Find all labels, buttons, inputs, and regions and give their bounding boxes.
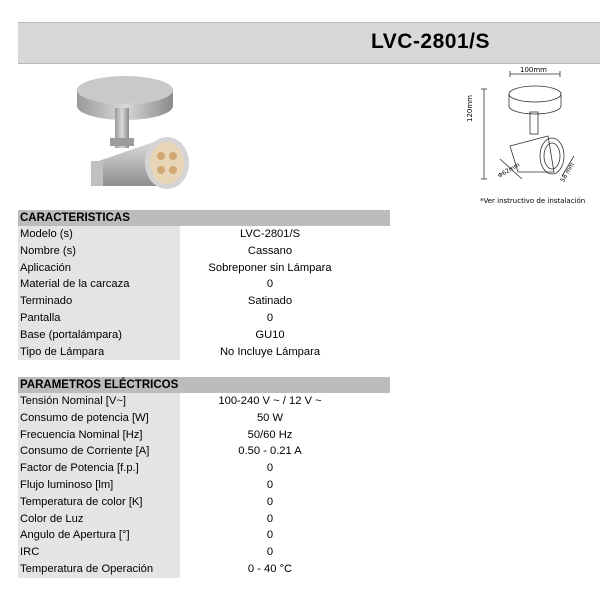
table-row [18, 293, 390, 310]
table-row [18, 410, 390, 427]
row-label: Temperatura de Operación [18, 561, 180, 578]
row-label: Aplicación [18, 260, 180, 277]
caracteristicas-section [18, 210, 390, 360]
dim-diameter-label: Φ62mm [496, 161, 522, 180]
row-label: Consumo de potencia [W] [18, 410, 180, 427]
row-value: 0 [180, 310, 390, 327]
table-row [18, 460, 390, 477]
row-value: Sobreponer sin Lámpara [180, 260, 390, 277]
table-row [18, 443, 390, 460]
row-value: Cassano [180, 243, 390, 260]
row-value: 0 [180, 527, 390, 544]
table-row [18, 393, 390, 410]
table-row [18, 243, 390, 260]
table-row [18, 327, 390, 344]
table-row [18, 226, 390, 243]
table-row [18, 494, 390, 511]
table-row [18, 344, 390, 361]
row-value: No Incluye Lámpara [180, 344, 390, 361]
title-bar [18, 22, 600, 64]
section-heading: CARACTERISTICAS [18, 210, 390, 226]
installation-note: *Ver instructivo de instalación [480, 197, 586, 205]
parametros-section [18, 377, 390, 578]
row-value: 0 [180, 477, 390, 494]
table-row [18, 427, 390, 444]
row-label: Flujo luminoso [lm] [18, 477, 180, 494]
table-row [18, 527, 390, 544]
row-label: Consumo de Corriente [A] [18, 443, 180, 460]
row-label: Frecuencia Nominal [Hz] [18, 427, 180, 444]
row-value: 0 [180, 460, 390, 477]
row-label: Color de Luz [18, 511, 180, 528]
row-label: IRC [18, 544, 180, 561]
row-value: 0 [180, 544, 390, 561]
row-label: Base (portalámpara) [18, 327, 180, 344]
row-label: Terminado [18, 293, 180, 310]
row-label: Angulo de Apertura [°] [18, 527, 180, 544]
row-label: Tensión Nominal [V~] [18, 393, 180, 410]
page-title: LVC-2801/S [371, 30, 490, 53]
row-label: Pantalla [18, 310, 180, 327]
row-value: Satinado [180, 293, 390, 310]
table-row [18, 477, 390, 494]
row-value: 50 W [180, 410, 390, 427]
row-value: 0 - 40 °C [180, 561, 390, 578]
row-label: Tipo de Lámpara [18, 344, 180, 361]
row-label: Temperatura de color [K] [18, 494, 180, 511]
table-row [18, 260, 390, 277]
dim-depth-label: 58 mm [559, 161, 576, 184]
row-label: Material de la carcaza [18, 276, 180, 293]
table-row [18, 276, 390, 293]
row-value: GU10 [180, 327, 390, 344]
technical-drawing [470, 64, 590, 194]
dim-height-label: 120mm [466, 95, 474, 122]
row-value: 0.50 - 0.21 A [180, 443, 390, 460]
section-heading: PARAMETROS ELÉCTRICOS [18, 377, 390, 393]
row-value: 100-240 V ~ / 12 V ~ [180, 393, 390, 410]
product-photo [55, 68, 205, 208]
row-label: Nombre (s) [18, 243, 180, 260]
row-value: LVC-2801/S [180, 226, 390, 243]
table-row [18, 310, 390, 327]
dim-width-label: 100mm [520, 66, 547, 74]
row-value: 0 [180, 494, 390, 511]
table-row [18, 511, 390, 528]
row-value: 0 [180, 276, 390, 293]
table-row [18, 561, 390, 578]
row-label: Modelo (s) [18, 226, 180, 243]
table-row [18, 544, 390, 561]
row-value: 50/60 Hz [180, 427, 390, 444]
row-label: Factor de Potencia [f.p.] [18, 460, 180, 477]
row-value: 0 [180, 511, 390, 528]
